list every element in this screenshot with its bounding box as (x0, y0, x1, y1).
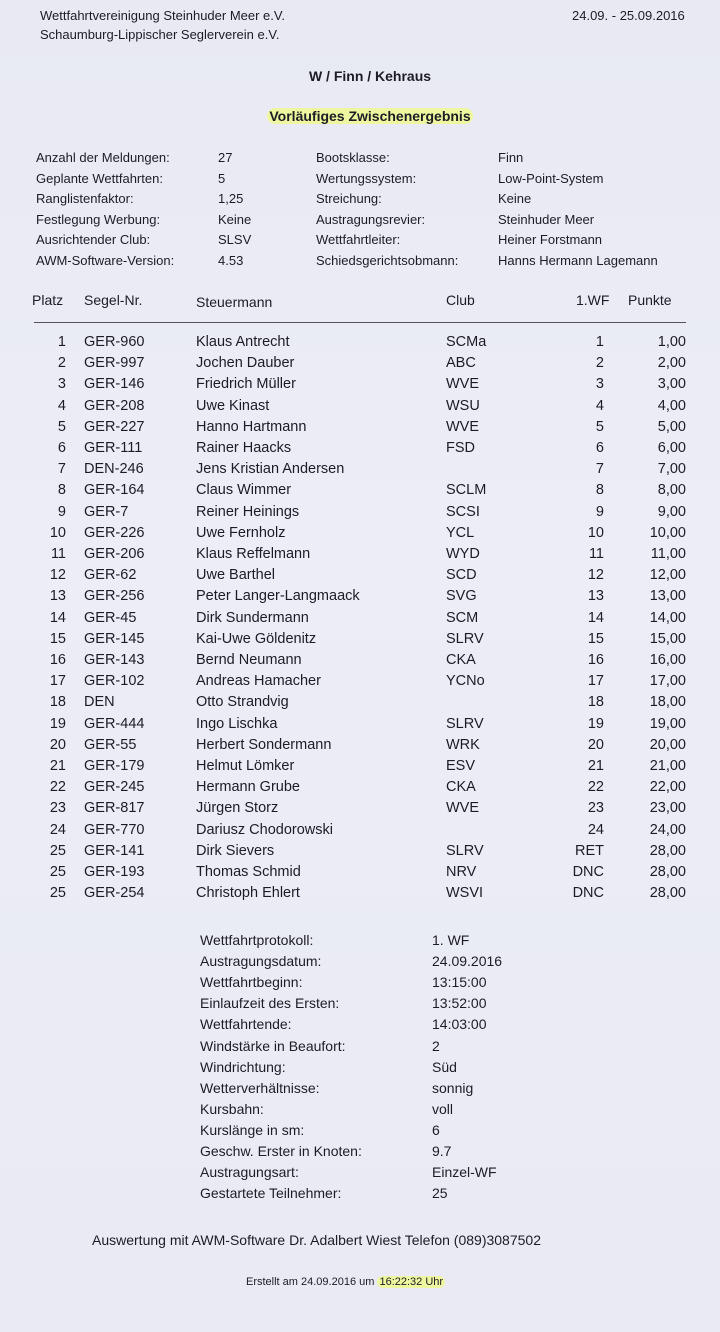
cell-punkte: 21,00 (649, 758, 686, 774)
cell-wf: 16 (587, 652, 604, 668)
cell-segel: GER-256 (84, 588, 145, 605)
cell-club: NRV (446, 864, 477, 880)
cell-wf: 7 (595, 461, 604, 478)
cell-wf: 3 (595, 376, 604, 393)
cell-punkte: 10,00 (649, 524, 686, 541)
cell-platz: 1 (57, 334, 66, 350)
cell-wf: 18 (587, 694, 604, 711)
cell-punkte: 5,00 (657, 418, 686, 435)
cell-steuermann: Uwe Fernholz (196, 524, 286, 541)
cell-platz: 16 (49, 652, 66, 668)
cell-wf: 8 (595, 482, 604, 499)
info-left-label: Ausrichtender Club: (36, 232, 151, 248)
cell-punkte: 28,00 (649, 885, 686, 902)
col-segel: Segel-Nr. (84, 292, 143, 308)
cell-steuermann: Rainer Haacks (196, 440, 292, 456)
protocol-value: 1. WF (432, 932, 470, 948)
info-right-label: Wettfahrtleiter: (316, 232, 401, 248)
cell-segel: GER-206 (84, 546, 145, 562)
table-row (0, 610, 720, 631)
cell-club: SLRV (446, 715, 484, 732)
cell-club: ESV (446, 758, 476, 774)
cell-segel: GER-254 (84, 885, 145, 902)
table-row (0, 843, 720, 864)
table-row (0, 546, 720, 567)
cell-segel: GER-179 (84, 758, 145, 774)
cell-steuermann: Christoph Ehlert (196, 885, 300, 902)
table-row (0, 376, 720, 397)
cell-club: WVE (446, 800, 480, 817)
cell-steuermann: Dirk Sundermann (196, 609, 309, 626)
table-row (0, 440, 720, 461)
cell-segel: GER-817 (84, 800, 145, 817)
created-time: 16:22:32 Uhr (379, 1276, 444, 1288)
cell-club: ABC (446, 355, 476, 372)
cell-punkte: 15,00 (649, 630, 686, 647)
protocol-label: Wettfahrtprotokoll: (200, 932, 314, 948)
cell-steuermann: Peter Langer-Langmaack (196, 588, 360, 605)
table-row (0, 334, 720, 355)
info-right-value: Low-Point-System (498, 170, 604, 186)
table-row (0, 504, 720, 525)
cell-platz: 25 (49, 885, 66, 902)
protocol-value: voll (432, 1100, 454, 1117)
cell-segel: GER-444 (84, 715, 145, 732)
table-row (0, 673, 720, 694)
cell-club: CKA (446, 652, 476, 668)
protocol-value: 25 (432, 1185, 448, 1202)
org-line-2: Schaumburg-Lippischer Seglerverein e.V. (40, 27, 280, 42)
cell-steuermann: Friedrich Müller (196, 376, 296, 393)
cell-punkte: 16,00 (649, 652, 686, 668)
col-steuermann: Steuermann (196, 294, 273, 310)
protocol-label: Wetterverhältnisse: (200, 1079, 320, 1096)
info-left-value: 5 (218, 170, 226, 186)
cell-platz: 23 (49, 800, 66, 817)
cell-punkte: 4,00 (657, 397, 686, 414)
cell-punkte: 9,00 (657, 503, 686, 520)
cell-platz: 11 (50, 546, 66, 562)
table-row (0, 588, 720, 609)
cell-punkte: 11,00 (650, 546, 686, 562)
cell-segel: GER-960 (84, 334, 145, 350)
cell-punkte: 17,00 (649, 673, 686, 690)
cell-wf: 22 (587, 779, 604, 796)
cell-segel: GER-193 (84, 864, 145, 880)
cell-segel: GER-146 (84, 376, 145, 393)
cell-club: WVE (446, 418, 480, 435)
cell-punkte: 12,00 (649, 567, 686, 584)
cell-steuermann: Otto Strandvig (196, 694, 289, 711)
cell-segel: GER-7 (84, 503, 129, 520)
cell-punkte: 19,00 (649, 715, 686, 732)
table-row (0, 482, 720, 503)
cell-punkte: 14,00 (649, 609, 686, 626)
cell-platz: 22 (49, 779, 66, 796)
cell-segel: GER-111 (84, 440, 143, 456)
cell-punkte: 13,00 (649, 588, 686, 605)
cell-steuermann: Reiner Heinings (196, 503, 300, 520)
info-left-value: 1,25 (218, 191, 244, 207)
cell-club: SCLM (446, 482, 487, 499)
cell-wf: DNC (572, 885, 604, 902)
protocol-value: 6 (432, 1121, 440, 1138)
cell-platz: 4 (57, 397, 66, 414)
cell-club: SCMa (446, 334, 487, 350)
table-row (0, 355, 720, 376)
cell-steuermann: Kai-Uwe Göldenitz (196, 630, 317, 647)
cell-steuermann: Jochen Dauber (196, 355, 295, 372)
table-row (0, 737, 720, 758)
cell-club: WVE (446, 376, 480, 393)
cell-punkte: 22,00 (649, 779, 686, 796)
cell-wf: 15 (587, 630, 604, 647)
protocol-label: Wettfahrtbeginn: (200, 974, 303, 991)
table-row (0, 694, 720, 715)
cell-wf: 10 (587, 524, 604, 541)
col-wf: 1.WF (576, 292, 610, 308)
cell-platz: 10 (49, 524, 66, 541)
cell-platz: 17 (49, 673, 66, 690)
table-row (0, 461, 720, 482)
protocol-value: Süd (432, 1058, 457, 1075)
cell-club: YCNo (446, 673, 485, 690)
cell-wf: 2 (595, 355, 604, 372)
cell-club: WSVI (446, 885, 484, 902)
protocol-value: 13:52:00 (432, 995, 487, 1012)
cell-wf: 21 (587, 758, 604, 774)
info-right-label: Bootsklasse: (316, 150, 390, 165)
cell-punkte: 7,00 (657, 461, 686, 478)
cell-steuermann: Bernd Neumann (196, 652, 302, 668)
cell-platz: 13 (49, 588, 66, 605)
cell-steuermann: Uwe Barthel (196, 567, 275, 584)
cell-platz: 9 (57, 503, 66, 520)
cell-steuermann: Jens Kristian Andersen (196, 461, 345, 478)
cell-platz: 7 (57, 461, 66, 478)
cell-punkte: 23,00 (649, 800, 686, 817)
protocol-label: Austragungsart: (200, 1164, 299, 1181)
info-right-value: Hanns Hermann Lagemann (498, 253, 658, 268)
cell-segel: GER-141 (84, 842, 145, 859)
info-left-label: Geplante Wettfahrten: (36, 170, 163, 186)
cell-punkte: 2,00 (657, 355, 686, 372)
cell-steuermann: Thomas Schmid (196, 864, 301, 880)
cell-punkte: 18,00 (649, 694, 686, 711)
info-right-value: Steinhuder Meer (498, 211, 595, 227)
table-row (0, 864, 720, 885)
cell-wf: 12 (587, 567, 604, 584)
cell-segel: GER-45 (84, 609, 137, 626)
cell-punkte: 3,00 (657, 376, 686, 393)
table-row (0, 631, 720, 652)
cell-club: SCD (446, 567, 477, 584)
info-right-value: Finn (498, 150, 524, 165)
info-left-label: Festlegung Werbung: (36, 211, 161, 227)
table-row (0, 652, 720, 673)
cell-platz: 24 (49, 821, 66, 838)
info-left-label: Ranglistenfaktor: (36, 191, 134, 207)
created-prefix: Erstellt am 24.09.2016 um (246, 1276, 375, 1288)
created-stamp (246, 1276, 445, 1288)
cell-wf: 1 (595, 334, 604, 350)
cell-wf: 23 (587, 800, 604, 817)
protocol-label: Kursbahn: (200, 1100, 264, 1117)
date-range: 24.09. - 25.09.2016 (572, 8, 685, 23)
protocol-value: sonnig (432, 1079, 474, 1096)
table-row (0, 758, 720, 779)
table-row (0, 779, 720, 800)
protocol-label: Einlaufzeit des Ersten: (200, 995, 340, 1012)
cell-wf: 5 (595, 418, 604, 435)
cell-club: SLRV (446, 842, 484, 859)
cell-steuermann: Dariusz Chodorowski (196, 821, 333, 838)
cell-segel: GER-143 (84, 652, 145, 668)
info-right-label: Wertungssystem: (316, 170, 417, 186)
info-right-label: Streichung: (316, 191, 382, 207)
event-title: W / Finn / Kehraus (308, 68, 432, 84)
info-right-value: Keine (498, 191, 532, 207)
cell-steuermann: Jürgen Storz (196, 800, 279, 817)
cell-club: SCM (446, 609, 479, 626)
cell-wf: 6 (595, 440, 604, 456)
cell-platz: 5 (57, 418, 66, 435)
result-title: Vorläufiges Zwischenergebnis (269, 108, 471, 124)
cell-punkte: 28,00 (649, 842, 686, 859)
cell-platz: 6 (57, 440, 66, 456)
table-row (0, 567, 720, 588)
table-row (0, 419, 720, 440)
protocol-value: 14:03:00 (432, 1016, 487, 1033)
protocol-label: Gestartete Teilnehmer: (200, 1185, 342, 1202)
info-left-value: 27 (218, 150, 233, 165)
info-left-value: Keine (218, 211, 252, 227)
table-row (0, 800, 720, 821)
col-club: Club (446, 292, 475, 308)
cell-steuermann: Hermann Grube (196, 779, 300, 796)
protocol-label: Geschw. Erster in Knoten: (200, 1143, 362, 1159)
cell-platz: 25 (49, 864, 66, 880)
cell-club: CKA (446, 779, 476, 796)
protocol-value: Einzel-WF (432, 1164, 497, 1181)
cell-wf: 11 (588, 546, 604, 562)
software-credit: Auswertung mit AWM-Software Dr. Adalbert Wiest Telefon (089)3087502 (92, 1232, 541, 1248)
cell-punkte: 28,00 (649, 864, 686, 880)
cell-segel: DEN (84, 694, 115, 711)
protocol-value: 2 (432, 1037, 440, 1054)
table-row (0, 822, 720, 843)
cell-platz: 2 (57, 355, 66, 372)
cell-club: SCSI (446, 503, 480, 520)
info-left-label: Anzahl der Meldungen: (36, 150, 170, 165)
cell-wf: DNC (572, 864, 604, 880)
cell-club: WYD (446, 546, 480, 562)
protocol-value: 13:15:00 (432, 974, 487, 991)
cell-punkte: 6,00 (657, 440, 686, 456)
cell-platz: 20 (49, 736, 66, 753)
cell-steuermann: Herbert Sondermann (196, 736, 332, 753)
cell-club: WRK (446, 736, 480, 753)
cell-steuermann: Uwe Kinast (196, 397, 270, 414)
protocol-label: Windrichtung: (200, 1058, 286, 1075)
protocol-label: Windstärke in Beaufort: (200, 1037, 346, 1054)
cell-club: WSU (446, 397, 480, 414)
cell-platz: 19 (49, 715, 66, 732)
table-row (0, 525, 720, 546)
cell-punkte: 1,00 (657, 334, 686, 350)
cell-wf: 4 (595, 397, 604, 414)
cell-platz: 25 (49, 842, 66, 859)
cell-platz: 12 (49, 567, 66, 584)
cell-segel: GER-102 (84, 673, 145, 690)
cell-platz: 3 (57, 376, 66, 393)
cell-segel: GER-62 (84, 567, 137, 584)
cell-wf: 19 (587, 715, 604, 732)
info-right-value: Heiner Forstmann (498, 232, 603, 248)
cell-club: YCL (446, 524, 475, 541)
cell-steuermann: Andreas Hamacher (196, 673, 321, 690)
cell-punkte: 24,00 (649, 821, 686, 838)
cell-punkte: 8,00 (657, 482, 686, 499)
cell-steuermann: Klaus Reffelmann (196, 546, 311, 562)
cell-club: SLRV (446, 630, 484, 647)
cell-segel: GER-208 (84, 397, 145, 414)
cell-club: FSD (446, 440, 475, 456)
cell-wf: 14 (587, 609, 604, 626)
cell-steuermann: Klaus Antrecht (196, 334, 290, 350)
table-row (0, 885, 720, 906)
cell-club: SVG (446, 588, 477, 605)
cell-steuermann: Helmut Lömker (196, 758, 295, 774)
cell-wf: RET (575, 842, 604, 859)
cell-punkte: 20,00 (649, 736, 686, 753)
col-punkte: Punkte (628, 292, 672, 308)
protocol-label: Austragungsdatum: (200, 953, 322, 970)
cell-platz: 15 (49, 630, 66, 647)
cell-wf: 13 (587, 588, 604, 605)
cell-segel: GER-245 (84, 779, 145, 796)
cell-wf: 20 (587, 736, 604, 753)
protocol-value: 24.09.2016 (432, 953, 503, 970)
table-row (0, 398, 720, 419)
cell-steuermann: Claus Wimmer (196, 482, 292, 499)
cell-platz: 21 (49, 758, 66, 774)
cell-segel: GER-770 (84, 821, 145, 838)
protocol-label: Wettfahrtende: (200, 1016, 292, 1033)
cell-segel: GER-164 (84, 482, 145, 499)
info-left-value: SLSV (218, 232, 252, 248)
cell-segel: GER-997 (84, 355, 145, 372)
cell-steuermann: Hanno Hartmann (196, 418, 307, 435)
cell-segel: DEN-246 (84, 461, 144, 478)
cell-wf: 9 (595, 503, 604, 520)
cell-platz: 18 (49, 694, 66, 711)
cell-segel: GER-145 (84, 630, 145, 647)
cell-segel: GER-226 (84, 524, 145, 541)
col-platz: Platz (32, 292, 64, 308)
cell-segel: GER-227 (84, 418, 145, 435)
protocol-value: 9.7 (432, 1143, 452, 1159)
cell-wf: 17 (587, 673, 604, 690)
header-divider (34, 322, 686, 323)
cell-wf: 24 (587, 821, 604, 838)
cell-segel: GER-55 (84, 736, 137, 753)
table-row (0, 716, 720, 737)
info-left-label: AWM-Software-Version: (36, 253, 175, 268)
cell-steuermann: Dirk Sievers (196, 842, 275, 859)
cell-steuermann: Ingo Lischka (196, 715, 278, 732)
info-right-label: Austragungsrevier: (316, 211, 426, 227)
info-left-value: 4.53 (218, 253, 244, 268)
info-right-label: Schiedsgerichtsobmann: (316, 253, 459, 268)
protocol-label: Kurslänge in sm: (200, 1121, 305, 1138)
cell-platz: 14 (49, 609, 66, 626)
cell-platz: 8 (57, 482, 66, 499)
org-line-1: Wettfahrtvereinigung Steinhuder Meer e.V. (40, 8, 285, 23)
